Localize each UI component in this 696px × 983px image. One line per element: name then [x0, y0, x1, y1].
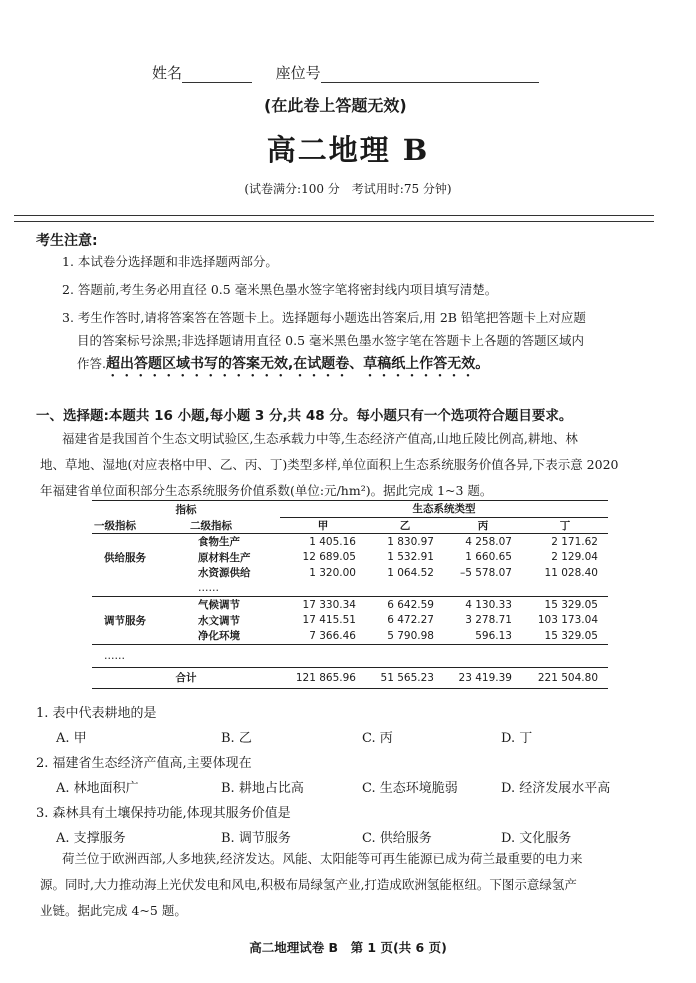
cell: 7 366.46: [309, 629, 356, 642]
th-indicator: 指标: [175, 503, 197, 516]
question-1: 1. 表中代表耕地的是: [36, 706, 157, 721]
th-level1: 一级指标: [94, 519, 136, 532]
th-type: 生态系统类型: [280, 501, 608, 518]
q2-option-c[interactable]: C. 生态环境脆弱: [362, 781, 458, 796]
passage2-line2: 源。同时,大力推动海上光伏发电和风电,积极布局绿氢产业,打造成欧洲氢能枢纽。下图示意绿氢产: [40, 877, 577, 892]
cell: 15 329.05: [544, 629, 598, 642]
q1-option-d[interactable]: D. 丁: [501, 731, 533, 746]
cell: 103 173.04: [537, 614, 598, 627]
th-col-jia: 甲: [317, 519, 329, 532]
seat-label: 座位号: [275, 64, 321, 82]
q1-option-a[interactable]: A. 甲: [56, 731, 87, 746]
section-heading: 一、选择题:本题共 16 小题,每小题 3 分,共 48 分。每小题只有一个选项符合题目要求。: [36, 408, 573, 424]
passage2-line3: 业链。据此完成 4~5 题。: [40, 903, 187, 918]
seat-blank[interactable]: [321, 68, 539, 83]
passage1-line2: 地、草地、湿地(对应表格中甲、乙、丙、丁)类型多样,单位面积上生态系统服务价值各异,下表示意 2020: [40, 457, 619, 472]
q3-option-b[interactable]: B. 调节服务: [221, 831, 291, 846]
passage1-line1: 福建省是我国首个生态文明试验区,生态承载力中等,生态经济产值高,山地丘陵比例高,耕地、林: [62, 431, 578, 446]
cell: 2 171.62: [551, 535, 598, 548]
cell: 17 330.34: [302, 598, 356, 611]
instruction-item-1: 1. 本试卷分选择题和非选择题两部分。: [62, 254, 278, 269]
invalid-notice: (在此卷上答题无效): [264, 96, 407, 115]
question-2: 2. 福建省生态经济产值高,主要体现在: [36, 756, 252, 771]
table-row: [92, 581, 608, 597]
ellipsis-cell: ……: [198, 582, 219, 595]
th-col-yi: 乙: [399, 519, 411, 532]
table-total-row: [92, 667, 608, 688]
q3-option-a[interactable]: A. 支撑服务: [56, 831, 126, 846]
row-label: 气候调节: [198, 599, 240, 612]
passage1-line3: 年福建省单位面积部分生态系统服务价值系数(单位:元/hm²)。据此完成 1~3 题。: [40, 483, 493, 498]
cell: 221 504.80: [537, 671, 598, 684]
name-seat-line: [152, 62, 539, 83]
instruction-emphasis: 超出答题区域书写的答案无效,在试题卷、草稿纸上作答无效。: [105, 356, 490, 372]
group-regulate: 调节服务: [104, 614, 146, 627]
cell: –5 578.07: [459, 566, 512, 579]
cell: 1 830.97: [387, 535, 434, 548]
passage2-line1: 荷兰位于欧洲西部,人多地狭,经济发达。风能、太阳能等可再生能源已成为荷兰最重要的电力来: [62, 851, 583, 866]
th-col-bing: 丙: [477, 519, 489, 532]
row-label: 净化环境: [198, 630, 240, 643]
cell: 12 689.05: [302, 551, 356, 564]
cell: 2 129.04: [551, 551, 598, 564]
table-row: [92, 597, 608, 613]
question-3: 3. 森林具有土壤保持功能,体现其服务价值是: [36, 806, 291, 821]
th-level2: 二级指标: [190, 519, 232, 532]
q1-option-c[interactable]: C. 丙: [362, 731, 393, 746]
cell: 6 472.27: [387, 614, 434, 627]
table-row: [92, 534, 608, 550]
cell: 4 258.07: [465, 535, 512, 548]
cell: 5 790.98: [387, 629, 434, 642]
row-label: 食物生产: [198, 536, 240, 549]
name-blank[interactable]: [182, 68, 252, 83]
q1-option-b[interactable]: B. 乙: [221, 731, 252, 746]
page-title: 高二地理 B: [266, 133, 430, 167]
cell: 1 660.65: [465, 551, 512, 564]
cell: 51 565.23: [380, 671, 434, 684]
cell: 1 405.16: [309, 535, 356, 548]
q2-option-a[interactable]: A. 林地面积广: [56, 781, 139, 796]
cell: 23 419.39: [458, 671, 512, 684]
cell: 6 642.59: [387, 598, 434, 611]
cell: 121 865.96: [295, 671, 356, 684]
cell: 3 278.71: [465, 614, 512, 627]
notice-title: 考生注意:: [36, 233, 98, 249]
q2-option-b[interactable]: B. 耕地占比高: [221, 781, 304, 796]
cell: 11 028.40: [544, 566, 598, 579]
instruction-plain: 作答.: [77, 356, 106, 371]
group-supply: 供给服务: [104, 551, 146, 564]
total-label: 合计: [175, 672, 197, 684]
instruction-item-2: 2. 答题前,考生务必用直径 0.5 毫米黑色墨水签字笔将密封线内项目填写清楚。: [62, 282, 498, 297]
instruction-item-3-cont: 目的答案标号涂黑;非选择题请用直径 0.5 毫米黑色墨水签字笔在答题卡上各题的答题区域内: [77, 333, 585, 348]
page-footer: 高二地理试卷 B 第 1 页(共 6 页): [249, 940, 447, 955]
q2-option-d[interactable]: D. 经济发展水平高: [501, 781, 611, 796]
cell: 1 064.52: [387, 566, 434, 579]
cell: 4 130.33: [465, 598, 512, 611]
th-col-ding: 丁: [559, 519, 571, 532]
cell: 596.13: [475, 629, 512, 642]
row-label: 水文调节: [198, 614, 240, 627]
row-label: 原材料生产: [198, 551, 251, 564]
instruction-item-3: 3. 考生作答时,请将答案答在答题卡上。选择题每小题选出答案后,用 2B 铅笔把答题卡上对应题: [62, 310, 586, 325]
row-label: 水资源供给: [198, 567, 251, 580]
cell: 1 320.00: [309, 566, 356, 579]
table-row: [92, 644, 608, 667]
q3-option-c[interactable]: C. 供给服务: [362, 831, 432, 846]
cell: 17 415.51: [302, 614, 356, 627]
name-label: 姓名: [152, 64, 183, 82]
cell: 15 329.05: [544, 598, 598, 611]
cell: 1 532.91: [387, 551, 434, 564]
divider: [14, 215, 654, 222]
q3-option-d[interactable]: D. 文化服务: [501, 831, 572, 846]
ecosystem-value-table: [92, 500, 608, 689]
ellipsis-cell: ……: [104, 649, 125, 662]
exam-subtitle: (试卷满分:100 分 考试用时:75 分钟): [244, 182, 452, 196]
instruction-item-3-cont2: [77, 350, 489, 380]
